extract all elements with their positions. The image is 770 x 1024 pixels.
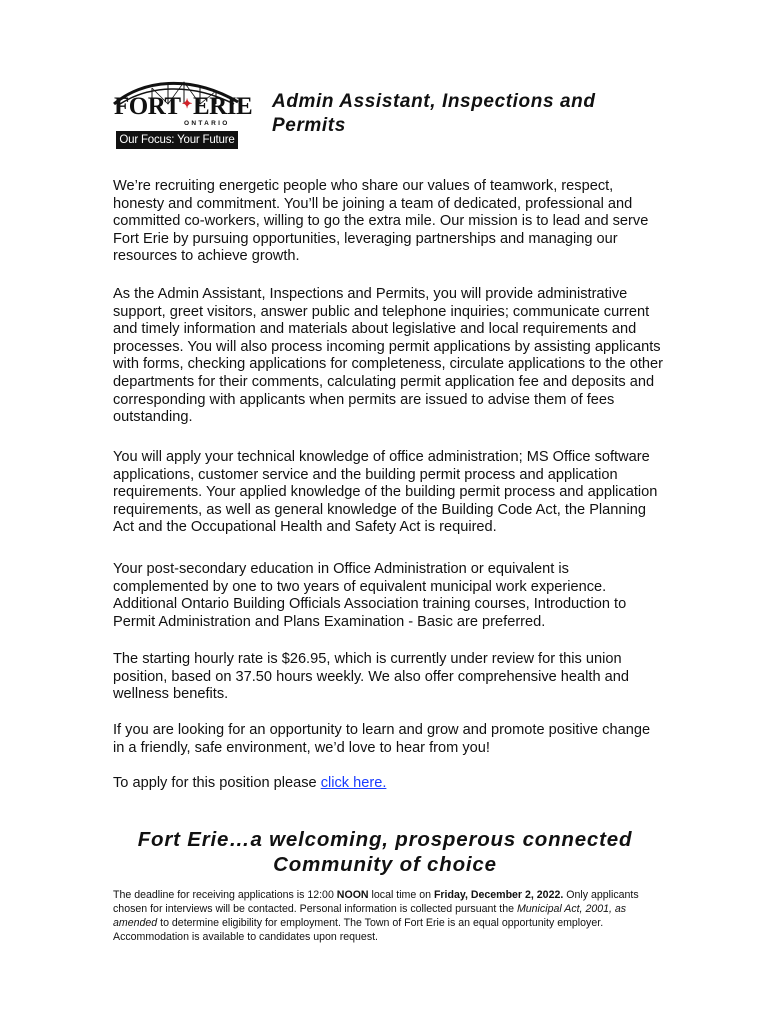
knowledge-paragraph: You will apply your technical knowledge of office administration; MS Office software applications, customer service and the building permit process and application requirements. Your applied knowledge of the building permit process and application requirements, as well as general knowledge of the Building Code Act, the Planning Act and the Occupational Health and Safety Act is required.	[113, 449, 658, 536]
fineprint-date: Friday, December 2, 2022.	[433, 889, 564, 901]
logo-tagline: Our Focus: Your Future	[116, 131, 238, 149]
logo-wordmark	[114, 93, 253, 123]
role-paragraph: As the Admin Assistant, Inspections and Permits, you will provide administrative support, greet visitors, answer public and telephone inquiries; communicate current and timely information and materials about legislative and local requirements and processes. You will also process incoming permit applications by assisting applicants with forms, checking applications for completeness, circulate applications to the other departments for their comments, calculating permit application fee and deposits and corresponding with applicants when permits are issued to advise them of fees outstanding.	[113, 286, 663, 426]
fineprint-act: Municipal Act, 2001, as amended	[113, 903, 627, 929]
apply-paragraph	[113, 775, 665, 793]
fineprint-noon: NOON	[336, 889, 369, 901]
logo-region: ONTARIO	[184, 120, 230, 127]
education-paragraph: Your post-secondary education in Office Administration or equivalent is complemented by one to two years of equivalent municipal work experience. Additional Ontario Building Officials Association training courses, Introduction to Permit Administration and Plans Examination - Basic are preferred.	[113, 561, 627, 630]
logo-name-right: ERIE	[192, 93, 253, 120]
apply-link[interactable]: click here.	[320, 775, 387, 791]
deadline-fineprint	[113, 888, 658, 944]
intro-paragraph: We’re recruiting energetic people who share our values of teamwork, respect, honesty and commitment. You’ll be joining a team of dedicated, professional and committed co-workers, willing to go the extra mile. Our mission is to lead and serve Fort Erie by pursuing opportunities, leveraging partnerships and managing our resources to achieve growth.	[113, 178, 649, 265]
community-tagline: Fort Erie…a welcoming, prosperous connected Community of choice	[137, 828, 633, 876]
closing-paragraph: If you are looking for an opportunity to learn and grow and promote positive change in a friendly, safe environment, we’d love to hear from you!	[113, 722, 651, 756]
fineprint-text-4: to determine eligibility for employment. The Town of Fort Erie is an equal opportunity employer. Accommodation is available to candidates upon request.	[113, 917, 604, 943]
fineprint-text-3: Only applicants chosen for interviews will be contacted. Personal information is collected pursuant the	[113, 889, 639, 915]
apply-prefix: To apply for this position please	[113, 775, 321, 791]
page-title: Admin Assistant, Inspections and Permits	[272, 91, 596, 136]
fineprint-text-2: local time on	[368, 889, 434, 901]
fort-erie-logo	[112, 74, 253, 152]
fineprint-text-1: The deadline for receiving applications is 12:00	[113, 889, 337, 901]
compensation-paragraph: The starting hourly rate is $26.95, which is currently under review for this union position, based on 37.50 hours weekly. We also offer comprehensive health and wellness benefits.	[113, 651, 629, 703]
logo-name-left: FORT	[114, 93, 181, 120]
maple-leaf-icon: ✦	[181, 96, 192, 111]
